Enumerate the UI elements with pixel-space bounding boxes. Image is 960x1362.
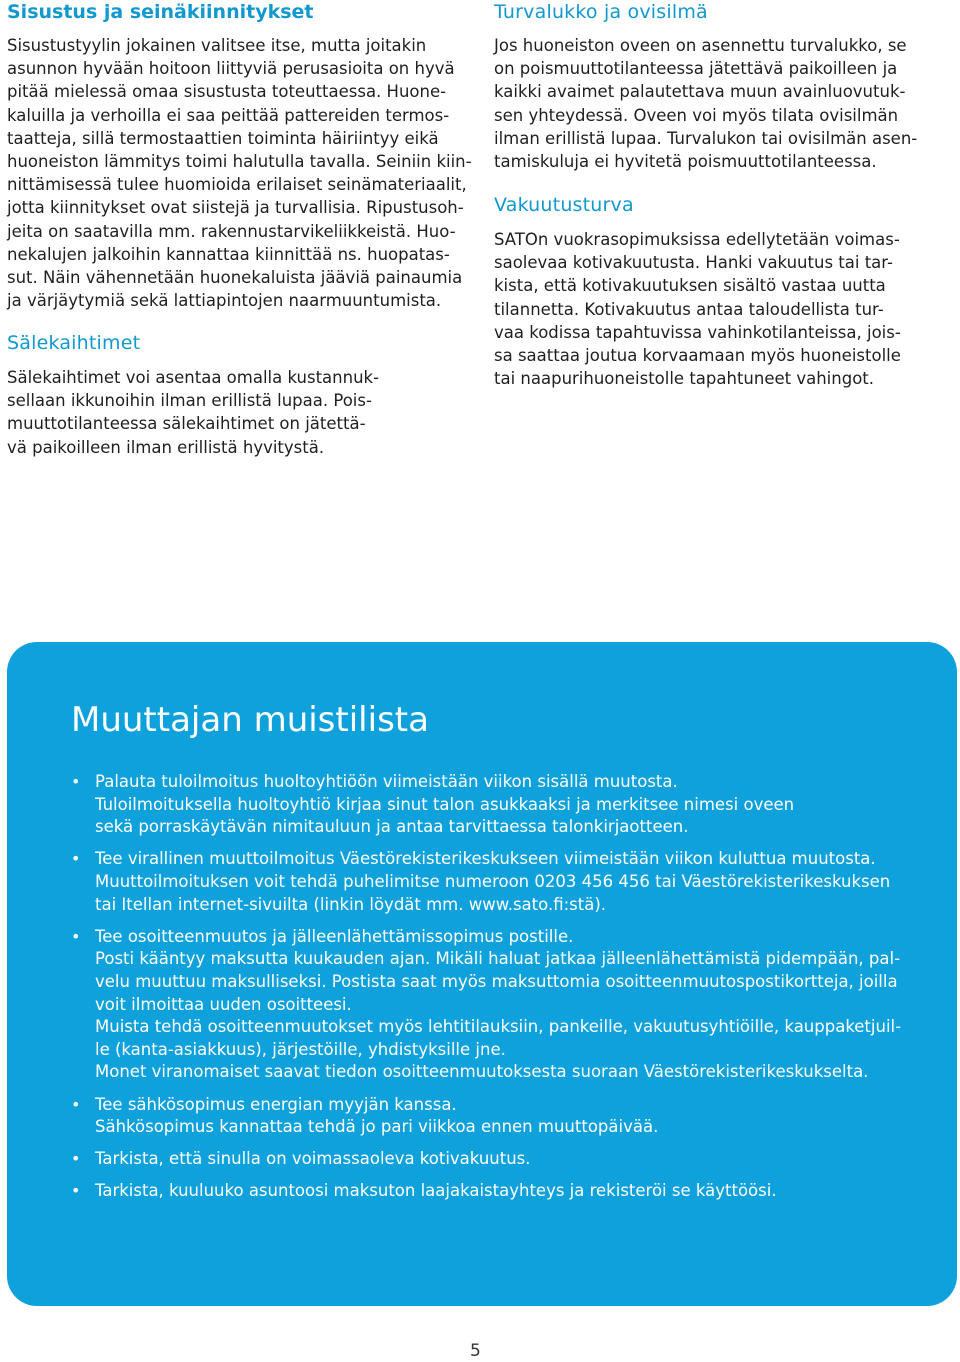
text-line: sut. Näin vähennetään huonekaluista jääviä painaumia	[7, 268, 463, 288]
text-line: huoneiston lämmitys toimi halutulla tavalla. Seiniin kiin-	[7, 152, 472, 172]
text-line: jotta kiinnitykset ovat siistejä ja turvallisia. Ripustusoh-	[7, 198, 464, 218]
text-line: tai naapurihuoneistolle tapahtuneet vahingot.	[494, 369, 874, 389]
checklist-item	[71, 848, 931, 916]
bullet-icon: •	[71, 1149, 81, 1169]
text-line: saolevaa kotivakuutusta. Hanki vakuutus tai tar-	[494, 253, 893, 273]
checklist-line: Tuloilmoituksella huoltoyhtiö kirjaa sinut talon asukkaaksi ja merkitsee nimesi oveen	[95, 794, 795, 814]
text-line: nekalujen jalkoihin kannattaa kiinnittää ns. huopatas-	[7, 244, 450, 264]
section-title-turvalukko: Turvalukko ja ovisilmä	[494, 1, 708, 23]
text-line: ilman erillistä lupaa. Turvalukon tai ovisilmän asen-	[494, 128, 918, 148]
checklist	[71, 771, 931, 1213]
text-line: taatteja, sillä termostaattien toiminta häiriintyy eikä	[7, 128, 439, 148]
section-body-sisustus	[7, 34, 472, 312]
text-line: vä paikoilleen ilman erillistä hyvitystä.	[7, 437, 325, 457]
text-line: pitää mielessä omaa sisustusta toteuttaessa. Huone-	[7, 82, 447, 102]
text-line: ja värjäytymiä sekä lattiapintojen naarmuuntumista.	[7, 291, 442, 311]
checklist-item	[71, 1148, 931, 1171]
page-number: 5	[470, 1341, 481, 1361]
checklist-line: Tee sähkösopimus energian myyjän kanssa.	[95, 1094, 457, 1114]
bullet-icon: •	[71, 1094, 81, 1114]
checklist-line: Muista tehdä osoitteenmuutokset myös lehtitilauksiin, pankeille, vakuutusyhtiöille, kauppaketjuil-	[95, 1017, 902, 1037]
checklist-line: Tarkista, kuuluuko asuntoosi maksuton laajakaistayhteys ja rekisteröi se käyttöösi.	[95, 1181, 777, 1201]
checklist-line: Palauta tuloilmoitus huoltoyhtiöön viimeistään viikon sisällä muutosta.	[95, 772, 678, 791]
checklist-line: Monet viranomaiset saavat tiedon osoitteenmuutoksesta suoraan Väestörekisterikeskukselta.	[95, 1062, 869, 1082]
checklist-line: Posti kääntyy maksutta kuukauden ajan. Mikäli haluat jatkaa jälleenlähettämistä pidempään, pal-	[95, 949, 901, 969]
checklist-line: velu muuttuu maksulliseksi. Postista saat myös maksuttomia osoitteenmuutospostikortteja, joilla	[95, 971, 898, 991]
checklist-item	[71, 1180, 931, 1203]
checklist-item	[71, 771, 931, 839]
text-line: jeita on saatavilla mm. rakennustarvikeliikkeistä. Huo-	[7, 221, 456, 241]
text-line: SATOn vuokrasopimuksissa edellytetään voimas-	[494, 230, 900, 249]
text-line: tamiskuluja ei hyvitetä poismuuttotilanteessa.	[494, 152, 877, 172]
bullet-icon: •	[71, 1181, 81, 1201]
text-line: kaikki avaimet palautettava muun avainluovutuk-	[494, 82, 906, 102]
checklist-item	[71, 926, 931, 1084]
section-title-sisustus: Sisustus ja seinäkiinnitykset	[7, 1, 314, 23]
bullet-icon: •	[71, 926, 81, 946]
checklist-line: tai Itellan internet-sivuilta (linkin löydät mm. www.sato.fi:stä).	[95, 894, 607, 914]
text-line: Sälekaihtimet voi asentaa omalla kustannuk-	[7, 368, 380, 387]
checklist-title: Muuttajan muistilista	[71, 700, 429, 740]
text-line: sen yhteydessä. Oveen voi myös tilata ovisilmän	[494, 105, 899, 125]
checklist-item	[71, 1094, 931, 1139]
text-line: nittämisessä tulee huomioida erilaiset seinämateriaalit,	[7, 175, 467, 195]
text-line: kaluilla ja verhoilla ei saa peittää pattereiden termos-	[7, 105, 450, 125]
checklist-line: Tarkista, että sinulla on voimassaoleva kotivakuutus.	[95, 1149, 531, 1169]
text-line: asunnon hyvään hoitoon liittyviä perusasioita on hyvä	[7, 59, 455, 79]
bullet-icon: •	[71, 849, 81, 869]
section-title-salekaihtimet: Sälekaihtimet	[7, 332, 141, 354]
checklist-box	[7, 642, 957, 1306]
section-body-vakuutusturva	[494, 228, 901, 390]
section-title-vakuutusturva: Vakuutusturva	[494, 194, 634, 216]
text-line: on poismuuttotilanteessa jätettävä paikoilleen ja	[494, 59, 898, 79]
text-line: muuttotilanteessa sälekaihtimet on jätettä-	[7, 414, 366, 434]
checklist-line: Tee virallinen muuttoilmoitus Väestörekisterikeskukseen viimeistään viikon kuluttua muutosta.	[95, 849, 876, 869]
text-line: Sisustustyylin jokainen valitsee itse, mutta joitakin	[7, 36, 427, 55]
section-body-turvalukko	[494, 34, 917, 173]
text-line: Jos huoneiston oveen on asennettu turvalukko, se	[494, 36, 907, 55]
text-line: sa saattaa joutua korvaamaan myös huoneistolle	[494, 346, 901, 366]
checklist-line: le (kanta-asiakkuus), järjestöille, yhdistyksille jne.	[95, 1039, 506, 1059]
checklist-line: Sähkösopimus kannattaa tehdä jo pari viikkoa ennen muuttopäivää.	[95, 1117, 659, 1137]
checklist-line: Muuttoilmoituksen voit tehdä puhelimitse numeroon 0203 456 456 tai Väestörekisterikeskuksen	[95, 871, 891, 891]
checklist-line: sekä porraskäytävän nimitauluun ja antaa tarvittaessa talonkirjaotteen.	[95, 817, 689, 837]
text-line: tilannetta. Kotivakuutus antaa taloudellista tur-	[494, 299, 884, 319]
checklist-line: Tee osoitteenmuutos ja jälleenlähettämissopimus postille.	[95, 926, 574, 946]
bullet-icon: •	[71, 772, 81, 791]
text-line: vaa kodissa tapahtuvissa vahinkotilanteissa, jois-	[494, 322, 901, 342]
text-line: sellaan ikkunoihin ilman erillistä lupaa. Pois-	[7, 391, 372, 411]
section-body-salekaihtimet	[7, 366, 379, 459]
checklist-line: voit ilmoittaa uuden osoitteesi.	[95, 994, 352, 1014]
text-line: kista, että kotivakuutuksen sisältö vastaa uutta	[494, 276, 886, 296]
